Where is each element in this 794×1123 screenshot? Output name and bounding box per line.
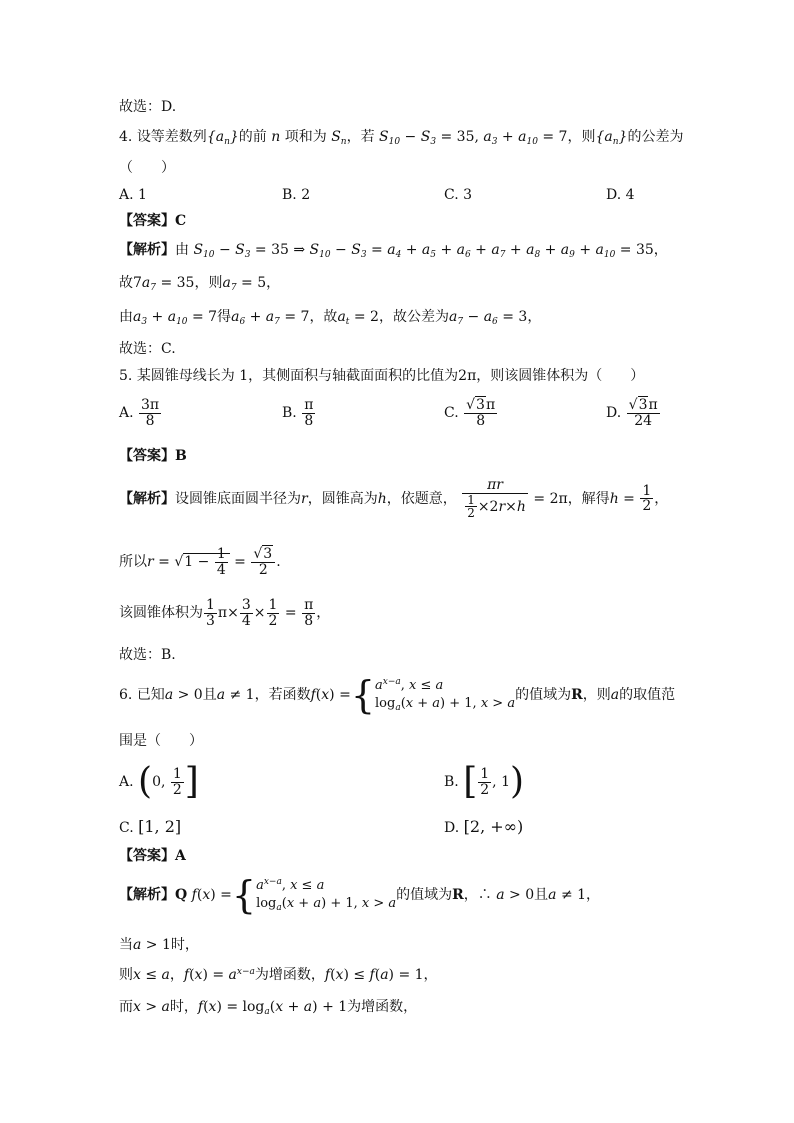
q6-analysis-1: 【解析】Q $f(x) =\{a^{x-a}$, x ≤ a $\log_a(x + a) + 1$, x > a的值域为R，∴ a > 0且a ≠ 1，	[119, 873, 601, 917]
q6-paren: 围是（ ）	[119, 733, 203, 749]
choose-line-prev: 故选：D.	[119, 99, 177, 115]
question-6-stem: 6. 已知a > 0且a ≠ 1，若函数$f(x) =\{a^{x-a}$, x ≤ a $\log_a(x + a) + 1$, x > a的值域为R，则a的取值范	[119, 673, 676, 717]
q5-choose: 故选：B.	[119, 647, 176, 663]
q6-analysis-2: 当a > 1时，	[119, 937, 199, 953]
q5-option-c: C. $\frac{√3\pi}{8}$	[444, 397, 496, 429]
q6-analysis-4: 而x > a时，$f(x) = \log_a(x + a) + 1$为增函数，	[119, 999, 418, 1017]
q6-answer: 【答案】A	[119, 848, 186, 864]
q6-option-b: B. [ $\frac{1}{2}$ , 1)	[444, 761, 525, 802]
q4-option-d: D. 4	[606, 187, 635, 203]
q5-option-a: A. $\frac{3\pi}{8}$	[119, 397, 160, 429]
q6-analysis-3: 则x ≤ a，$f(x) = a^{x-a}$为增函数，f(x) ≤ f(a) = 1，	[119, 967, 438, 983]
q6-option-d: D. [2, +∞)	[444, 817, 524, 836]
q4-number: 4.	[119, 129, 133, 145]
q5-answer: 【答案】B	[119, 448, 187, 464]
q4-choose: 故选：C.	[119, 341, 176, 357]
q5-analysis-3: 该圆锥体积为 $\frac{1}{3}$ π× $\frac{3}{4}$ × $\frac{1}{2}$ = $\frac{\pi}{8}$ ，	[119, 597, 331, 629]
q4-analysis-2: 故$7a_7 = 35$，则$a_7 = 5$，	[119, 275, 281, 293]
q4-analysis-1: 【解析】由 $S_{10} - S_3 = 35$ ⇒ $S_{10} - S_3 = a_4 + a_5 + a_6 + a_7 + a_8 + a_9 + a_{10} = 35$，	[119, 242, 668, 260]
q4-option-a: A. 1	[119, 187, 147, 203]
q6-option-c: C. [1, 2]	[119, 817, 182, 836]
q6-option-a: A. (0, $\frac{1}{2}$ ]	[119, 761, 199, 802]
q4-analysis-3: 由$a_3 + a_{10} = 7$得$a_6 + a_7 = 7$，故$a_t = 2$，故公差为$a_7 - a_6 = 3$，	[119, 309, 542, 327]
q5-option-b: B. $\frac{\pi}{8}$	[282, 397, 314, 429]
question-4-stem: 4. 设等差数列$\{a_n\}$的前 n 项和为 $S_n$，若 $S_{10} - S_3 = 35$, $a_3 + a_{10} = 7$，则$\{a_n\}$的公差为	[119, 129, 684, 147]
q4-answer: 【答案】C	[119, 213, 187, 229]
question-5-stem: 5. 某圆锥母线长为 1，其侧面积与轴截面面积的比值为2π，则该圆锥体积为（ ）	[119, 368, 645, 384]
q4-option-b: B. 2	[282, 187, 311, 203]
q4-option-c: C. 3	[444, 187, 473, 203]
q4-paren: （ ）	[119, 160, 175, 176]
q5-option-d: D. $\frac{√3\pi}{24}$	[606, 397, 658, 429]
q5-analysis-1: 【解析】设圆锥底面圆半径为r，圆锥高为h，依题意， πr $\frac{1}{2}$ ×2r×h = 2π，解得h = $\frac{1}{2}$ ，	[119, 477, 669, 521]
q5-analysis-2: 所以r = √1 − $\frac{1}{4}$ = $\frac{√3}{2}$ .	[119, 546, 281, 578]
